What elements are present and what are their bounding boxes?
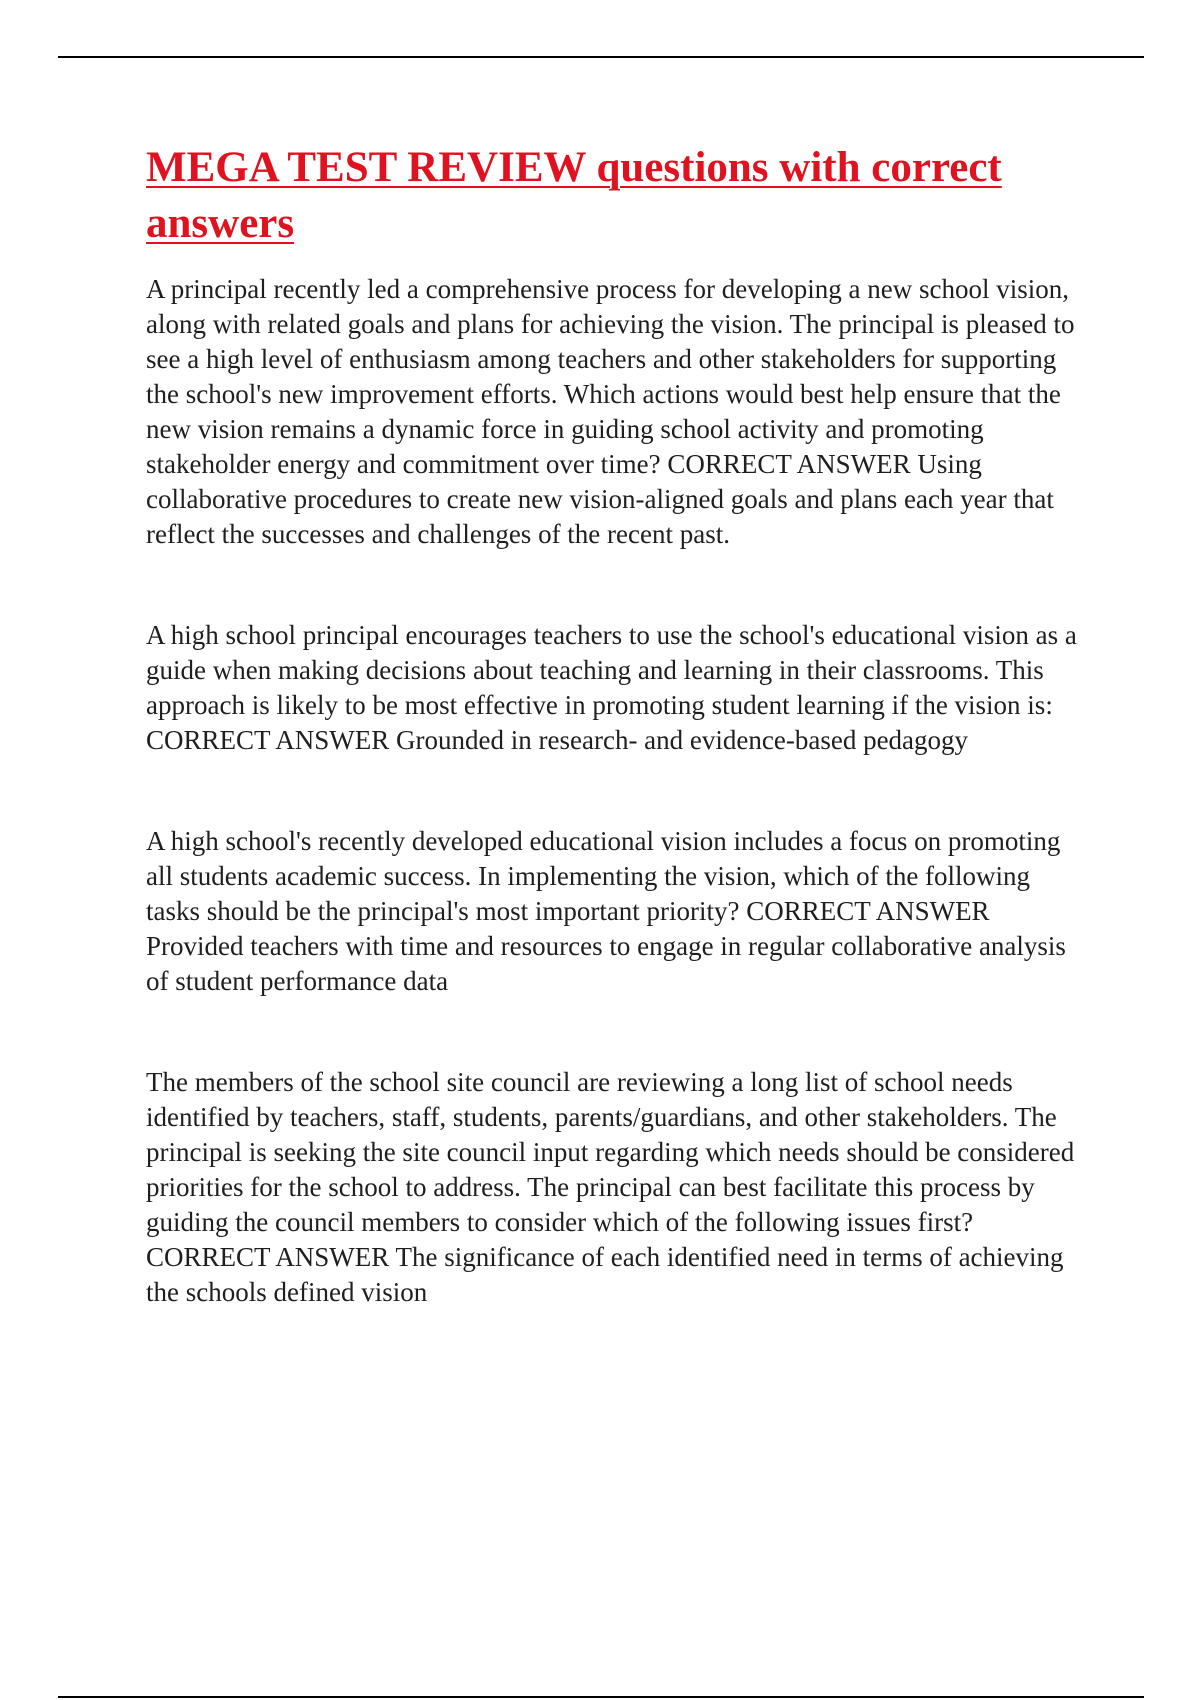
question-list — [146, 272, 1086, 1310]
top-divider — [58, 56, 1144, 58]
document-body — [146, 140, 1086, 1376]
question-2: A high school principal encourages teachers to use the school's educational vision as a guide when making decisions about teaching and learning in their classrooms. This approach is likely to be most effective in promoting student learning if the vision is: CORRECT ANSWER Grounded in research- and evidence-based pedagogy — [146, 620, 1077, 755]
question-4: The members of the school site council are reviewing a long list of school needs identified by teachers, staff, students, parents/guardians, and other stakeholders. The principal is seeking the site council input regarding which needs should be considered priorities for the school to address. The principal can best facilitate this process by guiding the council members to consider which of the following issues first? CORRECT ANSWER The significance of each identified need in terms of achieving the schools defined vision — [146, 1067, 1075, 1307]
question-1: A principal recently led a comprehensive process for developing a new school vision, along with related goals and plans for achieving the vision. The principal is pleased to see a high level of enthusiasm among teachers and other stakeholders for supporting the school's new improvement efforts. Which actions would best help ensure that the new vision remains a dynamic force in guiding school activity and promoting stakeholder energy and commitment over time? CORRECT ANSWER Using collaborative procedures to create new vision-aligned goals and plans each year that reflect the successes and challenges of the recent past. — [146, 274, 1075, 549]
bottom-divider — [58, 1696, 1144, 1698]
document-title: MEGA TEST REVIEW questions with correct answers — [146, 144, 1002, 247]
question-3: A high school's recently developed educational vision includes a focus on promoting all students academic success. In implementing the vision, which of the following tasks should be the principal's most important priority? CORRECT ANSWER Provided teachers with time and resources to engage in regular collaborative analysis of student performance data — [146, 826, 1066, 996]
